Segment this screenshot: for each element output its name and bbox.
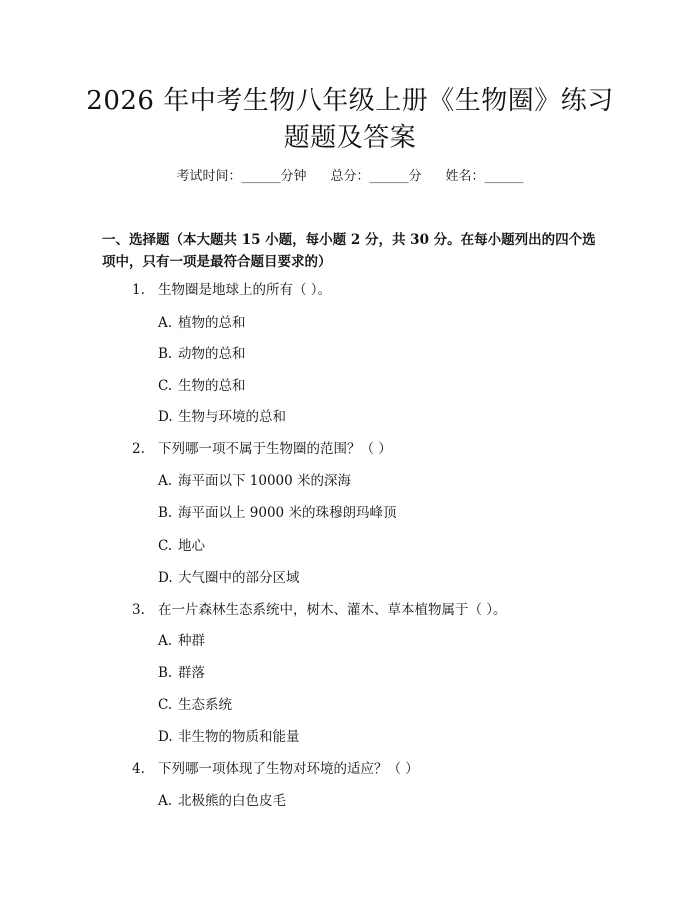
- question-number: 2.: [132, 441, 145, 457]
- question-text: 在一片森林生态系统中，树木、灌木、草本植物属于（ ）。: [158, 602, 507, 618]
- option-letter: C.: [158, 538, 173, 554]
- question-2-option-d: [158, 569, 300, 587]
- option-letter: B.: [158, 346, 173, 362]
- page-title-line-1: 2026 年中考生物八年级上册《生物圈》练习: [86, 86, 614, 116]
- question-text: 下列哪一项体现了生物对环境的适应？（ ）: [158, 761, 419, 777]
- option-letter: D.: [158, 729, 173, 745]
- option-letter: D.: [158, 570, 173, 586]
- option-letter: B.: [158, 665, 173, 681]
- question-2-option-a: [158, 472, 351, 490]
- question-4: [132, 760, 419, 778]
- option-text: 北极熊的白色皮毛: [178, 793, 286, 809]
- question-text: 生物圈是地球上的所有（ ）。: [158, 282, 332, 298]
- option-text: 生物的总和: [178, 378, 246, 394]
- question-3: [132, 601, 507, 619]
- option-text: 海平面以上 9000 米的珠穆朗玛峰顶: [178, 505, 397, 521]
- question-3-option-a: [158, 632, 205, 650]
- question-3-option-c: [158, 696, 232, 714]
- question-1-option-a: [158, 314, 246, 332]
- option-letter: A.: [158, 473, 173, 489]
- option-letter: A.: [158, 315, 173, 331]
- question-4-option-a: [158, 792, 286, 810]
- question-1-option-b: [158, 345, 246, 363]
- exam-meta-line: [0, 168, 700, 186]
- question-1: [132, 281, 331, 299]
- option-text: 地心: [178, 538, 205, 554]
- option-text: 种群: [178, 633, 205, 649]
- option-text: 大气圈中的部分区域: [178, 570, 300, 586]
- option-letter: B.: [158, 505, 173, 521]
- option-text: 植物的总和: [178, 315, 246, 331]
- total-score-field: 总分：______分: [330, 169, 422, 184]
- option-text: 生物与环境的总和: [178, 409, 286, 425]
- option-letter: A.: [158, 793, 173, 809]
- question-1-option-c: [158, 377, 246, 395]
- question-text: 下列哪一项不属于生物圈的范围？（ ）: [158, 441, 392, 457]
- option-letter: A.: [158, 633, 173, 649]
- question-number: 1.: [132, 282, 145, 298]
- question-2-option-b: [158, 504, 396, 522]
- exam-time-field: 考试时间：______分钟: [176, 169, 307, 184]
- option-letter: C.: [158, 697, 173, 713]
- question-1-option-d: [158, 408, 286, 426]
- option-text: 生态系统: [178, 697, 232, 713]
- section-heading-line-2: 项中，只有一项是最符合题目要求的）: [102, 254, 332, 270]
- option-letter: C.: [158, 378, 173, 394]
- section-heading-choice: [102, 229, 602, 273]
- question-3-option-d: [158, 728, 300, 746]
- question-2-option-c: [158, 537, 205, 555]
- option-letter: D.: [158, 409, 173, 425]
- question-number: 4.: [132, 761, 145, 777]
- question-number: 3.: [132, 602, 145, 618]
- option-text: 海平面以下 10000 米的深海: [178, 473, 352, 489]
- section-heading-line-1: 一、选择题（本大题共 15 小题，每小题 2 分，共 30 分。在每小题列出的四个选: [102, 232, 596, 248]
- student-name-field: 姓名：______: [445, 169, 524, 184]
- page-title-line-2: 题题及答案: [283, 123, 417, 153]
- option-text: 群落: [178, 665, 205, 681]
- question-3-option-b: [158, 664, 205, 682]
- question-2: [132, 440, 392, 458]
- option-text: 非生物的物质和能量: [178, 729, 300, 745]
- option-text: 动物的总和: [178, 346, 246, 362]
